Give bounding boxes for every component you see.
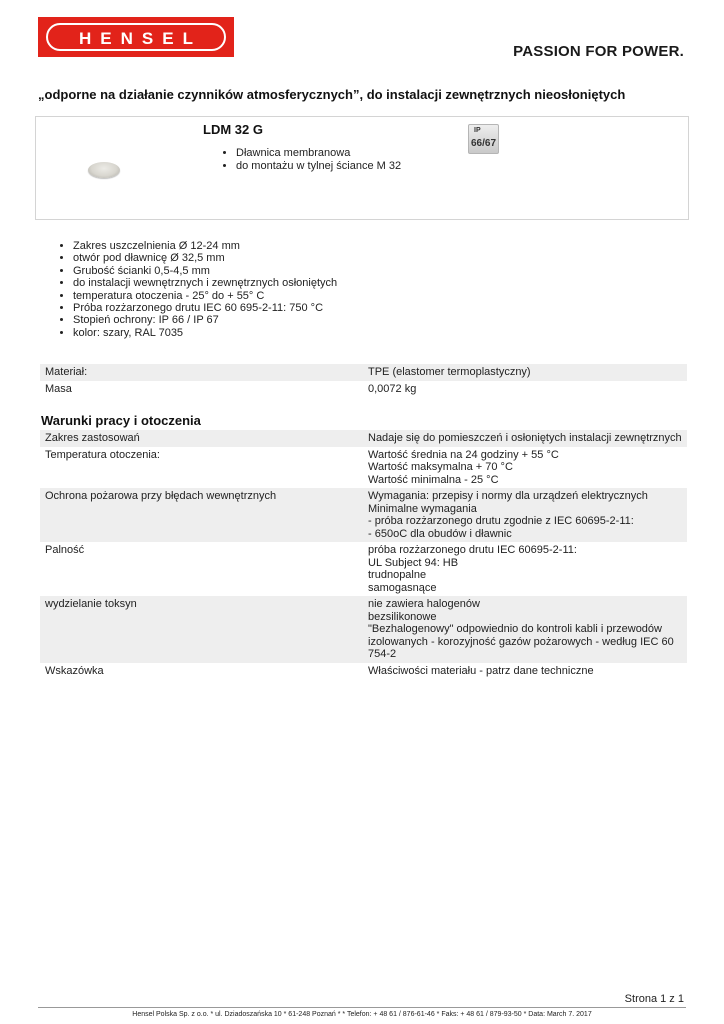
condition-label: Temperatura otoczenia: bbox=[45, 448, 160, 461]
footer-divider bbox=[38, 1007, 686, 1008]
spec-value-line: TPE (elastomer termoplastyczny) bbox=[368, 366, 531, 378]
condition-value-line: - 650oC dla obudów i dławnic bbox=[368, 527, 512, 540]
spec-label: Materiał: bbox=[45, 366, 88, 378]
section-title-conditions: Warunki pracy i otoczenia bbox=[41, 413, 201, 428]
condition-value-line: Wartość średnia na 24 godziny + 55 °C bbox=[368, 448, 559, 461]
spec-label: Masa bbox=[45, 382, 72, 395]
feature-item: • Grubość ścianki 0,5-4,5 mm bbox=[73, 265, 337, 277]
page-headline: „odporne na działanie czynników atmosferycznych”, do instalacji zewnętrznych nieosłoniętych bbox=[38, 87, 626, 102]
condition-value bbox=[363, 542, 687, 596]
condition-value-line: 754-2 bbox=[368, 648, 397, 660]
condition-value bbox=[363, 488, 687, 542]
page-number: Strona 1 z 1 bbox=[624, 993, 684, 1005]
condition-value-line: Właściwości materiału - patrz dane techniczne bbox=[368, 664, 594, 677]
product-card bbox=[35, 116, 689, 220]
table-row bbox=[40, 364, 687, 381]
table-row bbox=[40, 381, 687, 398]
condition-value-line: Wartość minimalna - 25 °C bbox=[368, 473, 499, 486]
feature-item: • kolor: szary, RAL 7035 bbox=[73, 327, 337, 339]
condition-value-line: Wartość maksymalna + 70 °C bbox=[368, 461, 513, 473]
condition-value bbox=[363, 430, 687, 447]
conditions-table bbox=[40, 430, 687, 679]
slogan: PASSION FOR POWER. bbox=[513, 43, 684, 60]
product-bullet: • do montażu w tylnej ściance M 32 bbox=[236, 160, 401, 173]
product-image bbox=[88, 162, 120, 178]
condition-value-line: nie zawiera halogenów bbox=[368, 598, 480, 610]
spec-value bbox=[363, 381, 687, 398]
ip-badge-value: 66/67 bbox=[471, 138, 497, 149]
condition-label: Wskazówka bbox=[45, 664, 104, 677]
table-row bbox=[40, 663, 687, 680]
condition-value-line: samogasnące bbox=[368, 581, 437, 594]
condition-label: wydzielanie toksyn bbox=[45, 598, 137, 610]
feature-item: • otwór pod dławnicę Ø 32,5 mm bbox=[73, 252, 337, 264]
logo-text: HENSEL bbox=[79, 29, 202, 48]
ip-rating-icon bbox=[468, 124, 499, 154]
table-row bbox=[40, 488, 687, 542]
condition-value-line: "Bezhalogenowy" odpowiednio do kontroli kabli i przewodów bbox=[368, 623, 662, 635]
table-row bbox=[40, 447, 687, 489]
spec-value bbox=[363, 364, 687, 381]
product-name: LDM 32 G bbox=[203, 122, 263, 137]
feature-item: • temperatura otoczenia - 25° do + 55° C bbox=[73, 290, 337, 302]
condition-label: Zakres zastosowań bbox=[45, 432, 140, 444]
feature-item: • Próba rozżarzonego drutu IEC 60 695-2-11: 750 °C bbox=[73, 302, 337, 314]
condition-value bbox=[363, 447, 687, 489]
table-row bbox=[40, 542, 687, 596]
table-row bbox=[40, 596, 687, 663]
condition-value-line: bezsilikonowe bbox=[368, 610, 437, 623]
condition-value bbox=[363, 596, 687, 663]
condition-value-line: Nadaje się do pomieszczeń i osłoniętych instalacji zewnętrznych bbox=[368, 432, 682, 444]
product-bullets bbox=[236, 147, 401, 173]
condition-value-line: próba rozżarzonego drutu IEC 60695-2-11: bbox=[368, 544, 577, 556]
condition-label: Palność bbox=[45, 544, 85, 556]
ip-badge-label: IP bbox=[474, 127, 481, 134]
feature-item: • Stopień ochrony: IP 66 / IP 67 bbox=[73, 314, 337, 326]
feature-item: • do instalacji wewnętrznych i zewnętrznych osłoniętych bbox=[73, 277, 337, 289]
spec-value-line: 0,0072 kg bbox=[368, 382, 417, 395]
feature-list bbox=[73, 240, 337, 339]
hensel-logo bbox=[38, 17, 234, 57]
condition-value-line: - próba rozżarzonego drutu zgodnie z IEC 60695-2-11: bbox=[368, 515, 634, 527]
condition-label: Ochrona pożarowa przy błędach wewnętrznych bbox=[45, 490, 277, 502]
feature-item: • Zakres uszczelnienia Ø 12-24 mm bbox=[73, 240, 337, 252]
condition-value-line: trudnopalne bbox=[368, 569, 427, 581]
spec-table bbox=[40, 364, 687, 397]
condition-value-line: UL Subject 94: HB bbox=[368, 556, 459, 569]
condition-value-line: izolowanych - korozyjność gazów pożarowych - według IEC 60 bbox=[368, 635, 674, 648]
logo-frame bbox=[46, 23, 226, 51]
condition-value-line: Wymagania: przepisy i normy dla urządzeń elektrycznych bbox=[368, 490, 648, 502]
table-row bbox=[40, 430, 687, 447]
product-bullet: • Dławnica membranowa bbox=[236, 147, 401, 160]
footer-contact: Hensel Polska Sp. z o.o. * ul. Dziadoszańska 10 * 61-248 Poznań * * Telefon: + 48 61 / 876-61-46 * Faks: + 48 61 / 879-93-50 * Data: March 7. 2017 bbox=[132, 1011, 592, 1018]
condition-value bbox=[363, 663, 687, 680]
condition-value-line: Minimalne wymagania bbox=[368, 502, 477, 515]
